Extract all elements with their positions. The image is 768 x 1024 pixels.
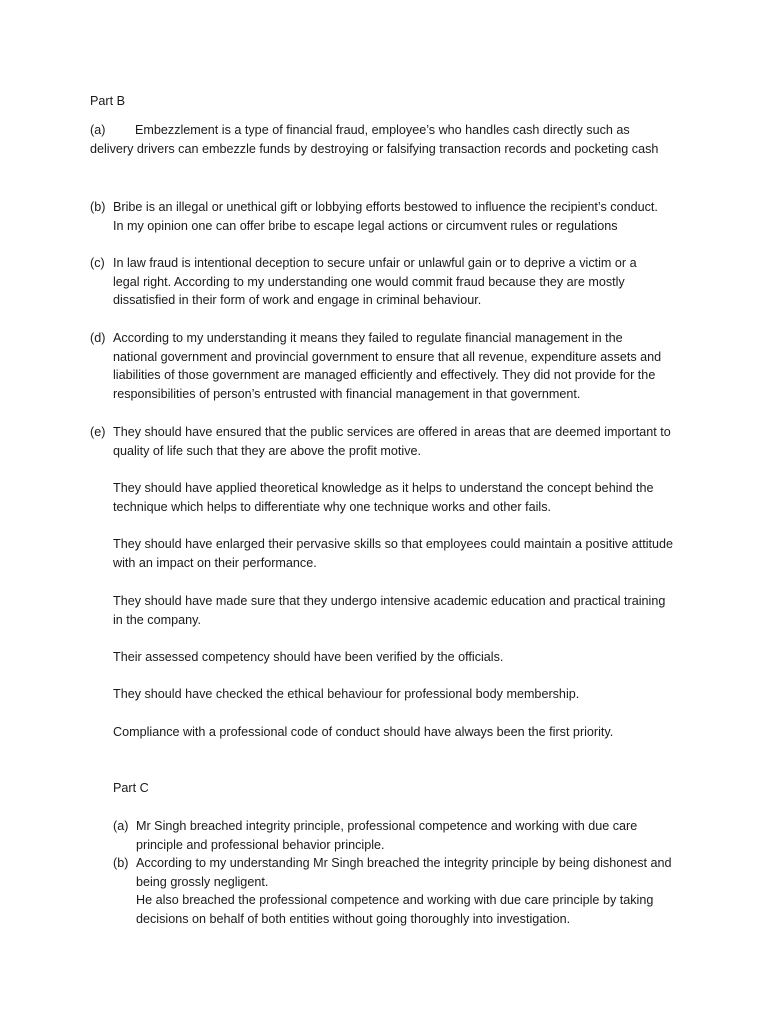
text-line: quality of life such that they are above the profit motive.: [113, 443, 422, 458]
part-b-item-a-label: (a): [90, 123, 106, 137]
part-c-item-a-label: (a): [113, 819, 129, 833]
text-line: They should have applied theoretical knowledge as it helps to understand the concept behind the: [113, 481, 654, 495]
part-b-item-b-text: [113, 198, 658, 235]
text-line: Bribe is an illegal or unethical gift or lobbying efforts bestowed to influence the recipient’s conduct.: [113, 200, 658, 214]
part-b-item-e-label: (e): [90, 425, 106, 439]
part-b-e-paragraph: [113, 535, 673, 572]
text-line: Compliance with a professional code of conduct should have always been the first priority.: [113, 725, 614, 739]
text-line: decisions on behalf of both entities without going thoroughly into investigation.: [136, 911, 571, 926]
text-line: They should have ensured that the public services are offered in areas that are deemed important to: [113, 425, 671, 439]
part-b-e-paragraph: [113, 648, 503, 667]
part-c-item-b-text: [136, 854, 672, 928]
part-b-item-c-label: (c): [90, 256, 105, 270]
text-line: He also breached the professional competence and working with due care principle by taking: [136, 893, 654, 908]
text-line: In law fraud is intentional deception to secure unfair or unlawful gain or to deprive a victim or a: [113, 256, 637, 270]
part-c-item-a-text: [136, 817, 637, 854]
part-b-item-b-label: (b): [90, 200, 106, 214]
part-b-e-paragraph: [113, 592, 665, 629]
text-line: Mr Singh breached integrity principle, professional competence and working with due care: [136, 819, 638, 833]
part-b-item-a-line1: Embezzlement is a type of financial fraud, employee’s who handles cash directly such as: [135, 123, 630, 137]
part-c-item-b-label: (b): [113, 856, 129, 870]
text-line: They should have made sure that they undergo intensive academic education and practical training: [113, 594, 666, 608]
part-b-item-d-label: (d): [90, 331, 106, 345]
text-line: being grossly negligent.: [136, 874, 269, 889]
text-line: legal right. According to my understanding one would commit fraud because they are mostly: [113, 274, 625, 289]
text-line: liabilities of those government are managed efficiently and effectively. They did not provide for the: [113, 368, 656, 383]
text-line: with an impact on their performance.: [113, 555, 317, 570]
part-b-item-d-text: [113, 329, 661, 403]
text-line: They should have enlarged their pervasive skills so that employees could maintain a positive attitude: [113, 537, 674, 551]
part-b-item-c-text: [113, 254, 637, 310]
part-b-item-e-text: [113, 423, 671, 460]
text-line: In my opinion one can offer bribe to escape legal actions or circumvent rules or regulations: [113, 218, 618, 233]
text-line: responsibilities of person’s entrusted with financial management in that government.: [113, 386, 581, 401]
text-line: national government and provincial government to ensure that all revenue, expenditure assets and: [113, 349, 662, 364]
part-b-heading: Part B: [90, 94, 125, 108]
part-b-e-paragraph: [113, 479, 654, 516]
text-line: technique which helps to differentiate why one technique works and other fails.: [113, 499, 552, 514]
text-line: According to my understanding it means they failed to regulate financial management in the: [113, 331, 623, 345]
text-line: dissatisfied in their form of work and engage in criminal behaviour.: [113, 293, 482, 308]
text-line: in the company.: [113, 612, 201, 627]
text-line: According to my understanding Mr Singh breached the integrity principle by being dishonest and: [136, 856, 672, 870]
part-b-e-paragraph: [113, 723, 613, 742]
part-c-heading: Part C: [113, 781, 149, 795]
text-line: principle and professional behavior principle.: [136, 837, 385, 852]
part-b-item-a-line2: delivery drivers can embezzle funds by destroying or falsifying transaction records and pocketing cash: [90, 142, 659, 156]
text-line: Their assessed competency should have been verified by the officials.: [113, 650, 504, 664]
part-b-e-paragraph: [113, 685, 579, 704]
text-line: They should have checked the ethical behaviour for professional body membership.: [113, 687, 580, 701]
